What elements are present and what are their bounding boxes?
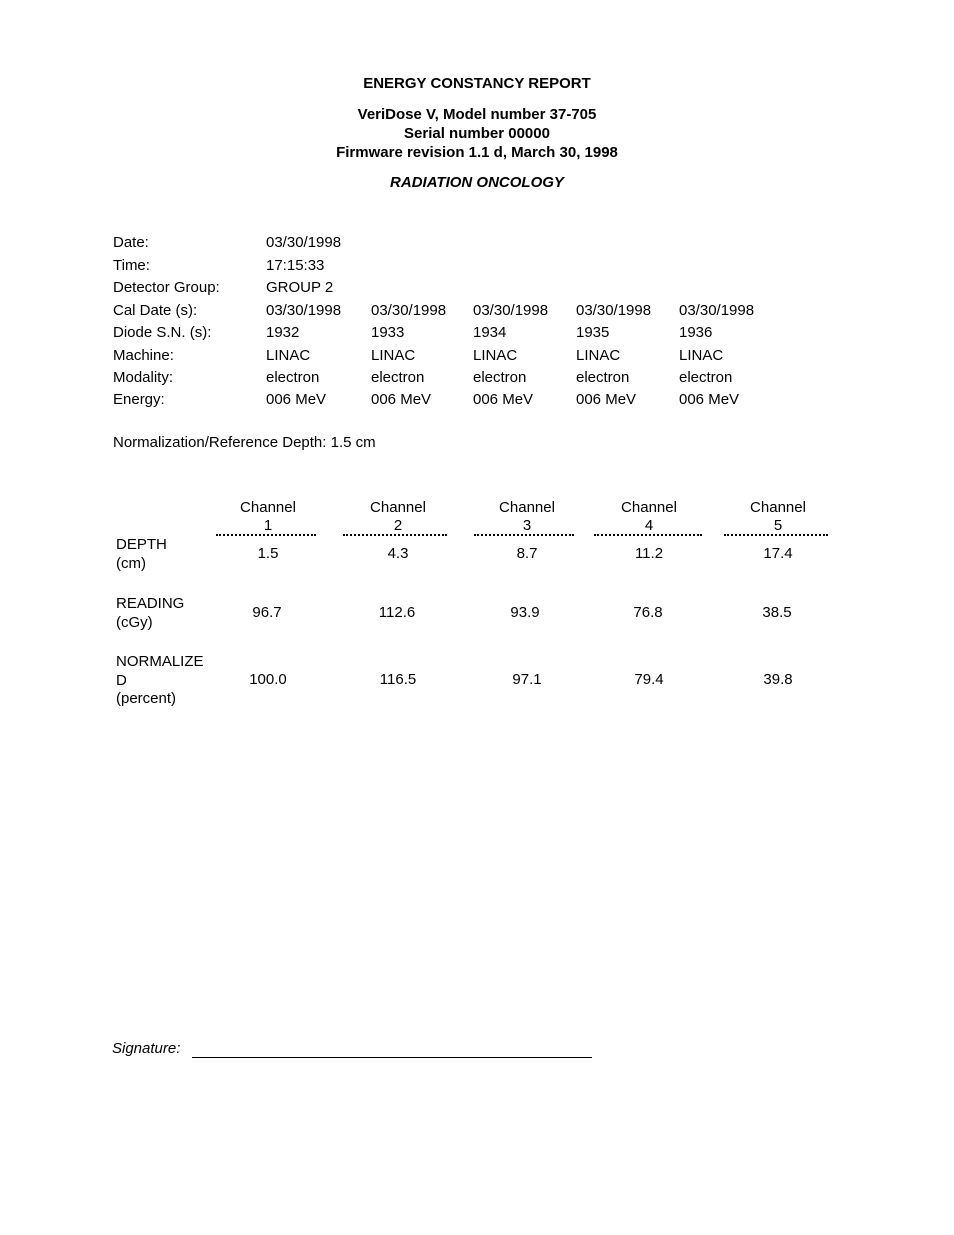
depth-label-line: DEPTH — [116, 536, 167, 553]
normalized-cell: 39.8 — [763, 671, 793, 688]
channel-header-divider — [474, 534, 574, 536]
report-title: ENERGY CONSTANCY REPORT — [363, 75, 591, 92]
energy-label: Energy: — [113, 391, 165, 408]
channel-word: Channel — [240, 499, 296, 516]
diode-sn-label: Diode S.N. (s): — [113, 324, 212, 341]
channel-header — [597, 499, 701, 535]
cal-date-value: 03/30/1998 — [473, 302, 549, 319]
channel-header-divider — [724, 534, 828, 536]
diode-sn-value: 1935 — [576, 324, 610, 341]
serial-line: Serial number 00000 — [404, 125, 550, 142]
machine-value: LINAC — [266, 347, 311, 364]
depth-cell: 8.7 — [516, 545, 538, 562]
normalized-cell: 116.5 — [379, 671, 417, 688]
reading-unit-line: (cGy) — [116, 613, 153, 631]
channel-word: Channel — [750, 499, 806, 516]
modality-value: electron — [266, 369, 320, 386]
depth-unit-line: (cm) — [116, 554, 146, 572]
channel-header-divider — [216, 534, 316, 536]
detector-group-label: Detector Group: — [113, 279, 220, 296]
modality-value: electron — [473, 369, 527, 386]
diode-sn-value: 1933 — [371, 324, 405, 341]
channel-word: Channel — [621, 499, 677, 516]
time-label: Time: — [113, 257, 150, 274]
energy-value: 006 MeV — [266, 391, 327, 408]
machine-label: Machine: — [113, 347, 174, 364]
normalized-cell: 97.1 — [512, 671, 542, 688]
machine-value: LINAC — [473, 347, 518, 364]
time-value: 17:15:33 — [266, 257, 325, 274]
machine-value: LINAC — [679, 347, 724, 364]
firmware-line: Firmware revision 1.1 d, March 30, 1998 — [336, 144, 618, 161]
normalized-label-line: NORMALIZE — [116, 653, 204, 670]
channel-header — [475, 499, 579, 535]
reading-label-line: READING — [116, 595, 185, 612]
channel-number: 5 — [773, 517, 783, 534]
channel-number: 2 — [393, 517, 403, 534]
normalized-row-label — [116, 653, 216, 709]
depth-cell: 11.2 — [634, 545, 664, 562]
modality-value: electron — [679, 369, 733, 386]
reading-cell: 112.6 — [378, 604, 416, 621]
department-line: RADIATION ONCOLOGY — [390, 174, 564, 191]
cal-date-value: 03/30/1998 — [679, 302, 755, 319]
energy-value: 006 MeV — [679, 391, 740, 408]
date-label: Date: — [113, 234, 149, 251]
channel-number: 1 — [263, 517, 273, 534]
depth-cell: 1.5 — [257, 545, 279, 562]
normalized-cell: 79.4 — [634, 671, 664, 688]
energy-value: 006 MeV — [371, 391, 432, 408]
cal-date-label: Cal Date (s): — [113, 302, 198, 319]
signature-label: Signature: — [112, 1040, 181, 1057]
normalization-reference-depth: Normalization/Reference Depth: 1.5 cm — [113, 434, 376, 451]
machine-value: LINAC — [576, 347, 621, 364]
cal-date-value: 03/30/1998 — [371, 302, 447, 319]
reading-cell: 96.7 — [252, 604, 282, 621]
channel-header — [346, 499, 450, 535]
depth-cell: 4.3 — [387, 545, 409, 562]
diode-sn-value: 1936 — [679, 324, 713, 341]
modality-value: electron — [371, 369, 425, 386]
normalized-unit-line: (percent) — [116, 690, 177, 707]
normalized-cell: 100.0 — [249, 671, 287, 688]
signature-line[interactable] — [192, 1057, 592, 1058]
modality-value: electron — [576, 369, 630, 386]
reading-cell: 38.5 — [762, 604, 792, 621]
channel-number: 4 — [644, 517, 654, 534]
depth-cell: 17.4 — [763, 545, 793, 562]
channel-header — [216, 499, 320, 535]
cal-date-value: 03/30/1998 — [576, 302, 652, 319]
diode-sn-value: 1932 — [266, 324, 300, 341]
channel-word: Channel — [499, 499, 555, 516]
modality-label: Modality: — [113, 369, 174, 386]
date-value: 03/30/1998 — [266, 234, 342, 251]
reading-cell: 93.9 — [510, 604, 540, 621]
reading-row-label — [116, 595, 216, 632]
machine-value: LINAC — [371, 347, 416, 364]
normalized-label-line: D — [116, 671, 127, 689]
device-line: VeriDose V, Model number 37-705 — [357, 106, 597, 123]
channel-header — [726, 499, 830, 535]
detector-group-value: GROUP 2 — [266, 279, 334, 296]
diode-sn-value: 1934 — [473, 324, 507, 341]
depth-row-label — [116, 536, 216, 573]
channel-header-divider — [343, 534, 447, 536]
reading-cell: 76.8 — [633, 604, 663, 621]
channel-number: 3 — [522, 517, 532, 534]
cal-date-value: 03/30/1998 — [266, 302, 342, 319]
channel-word: Channel — [370, 499, 426, 516]
energy-value: 006 MeV — [576, 391, 637, 408]
channel-header-divider — [594, 534, 702, 536]
energy-value: 006 MeV — [473, 391, 534, 408]
